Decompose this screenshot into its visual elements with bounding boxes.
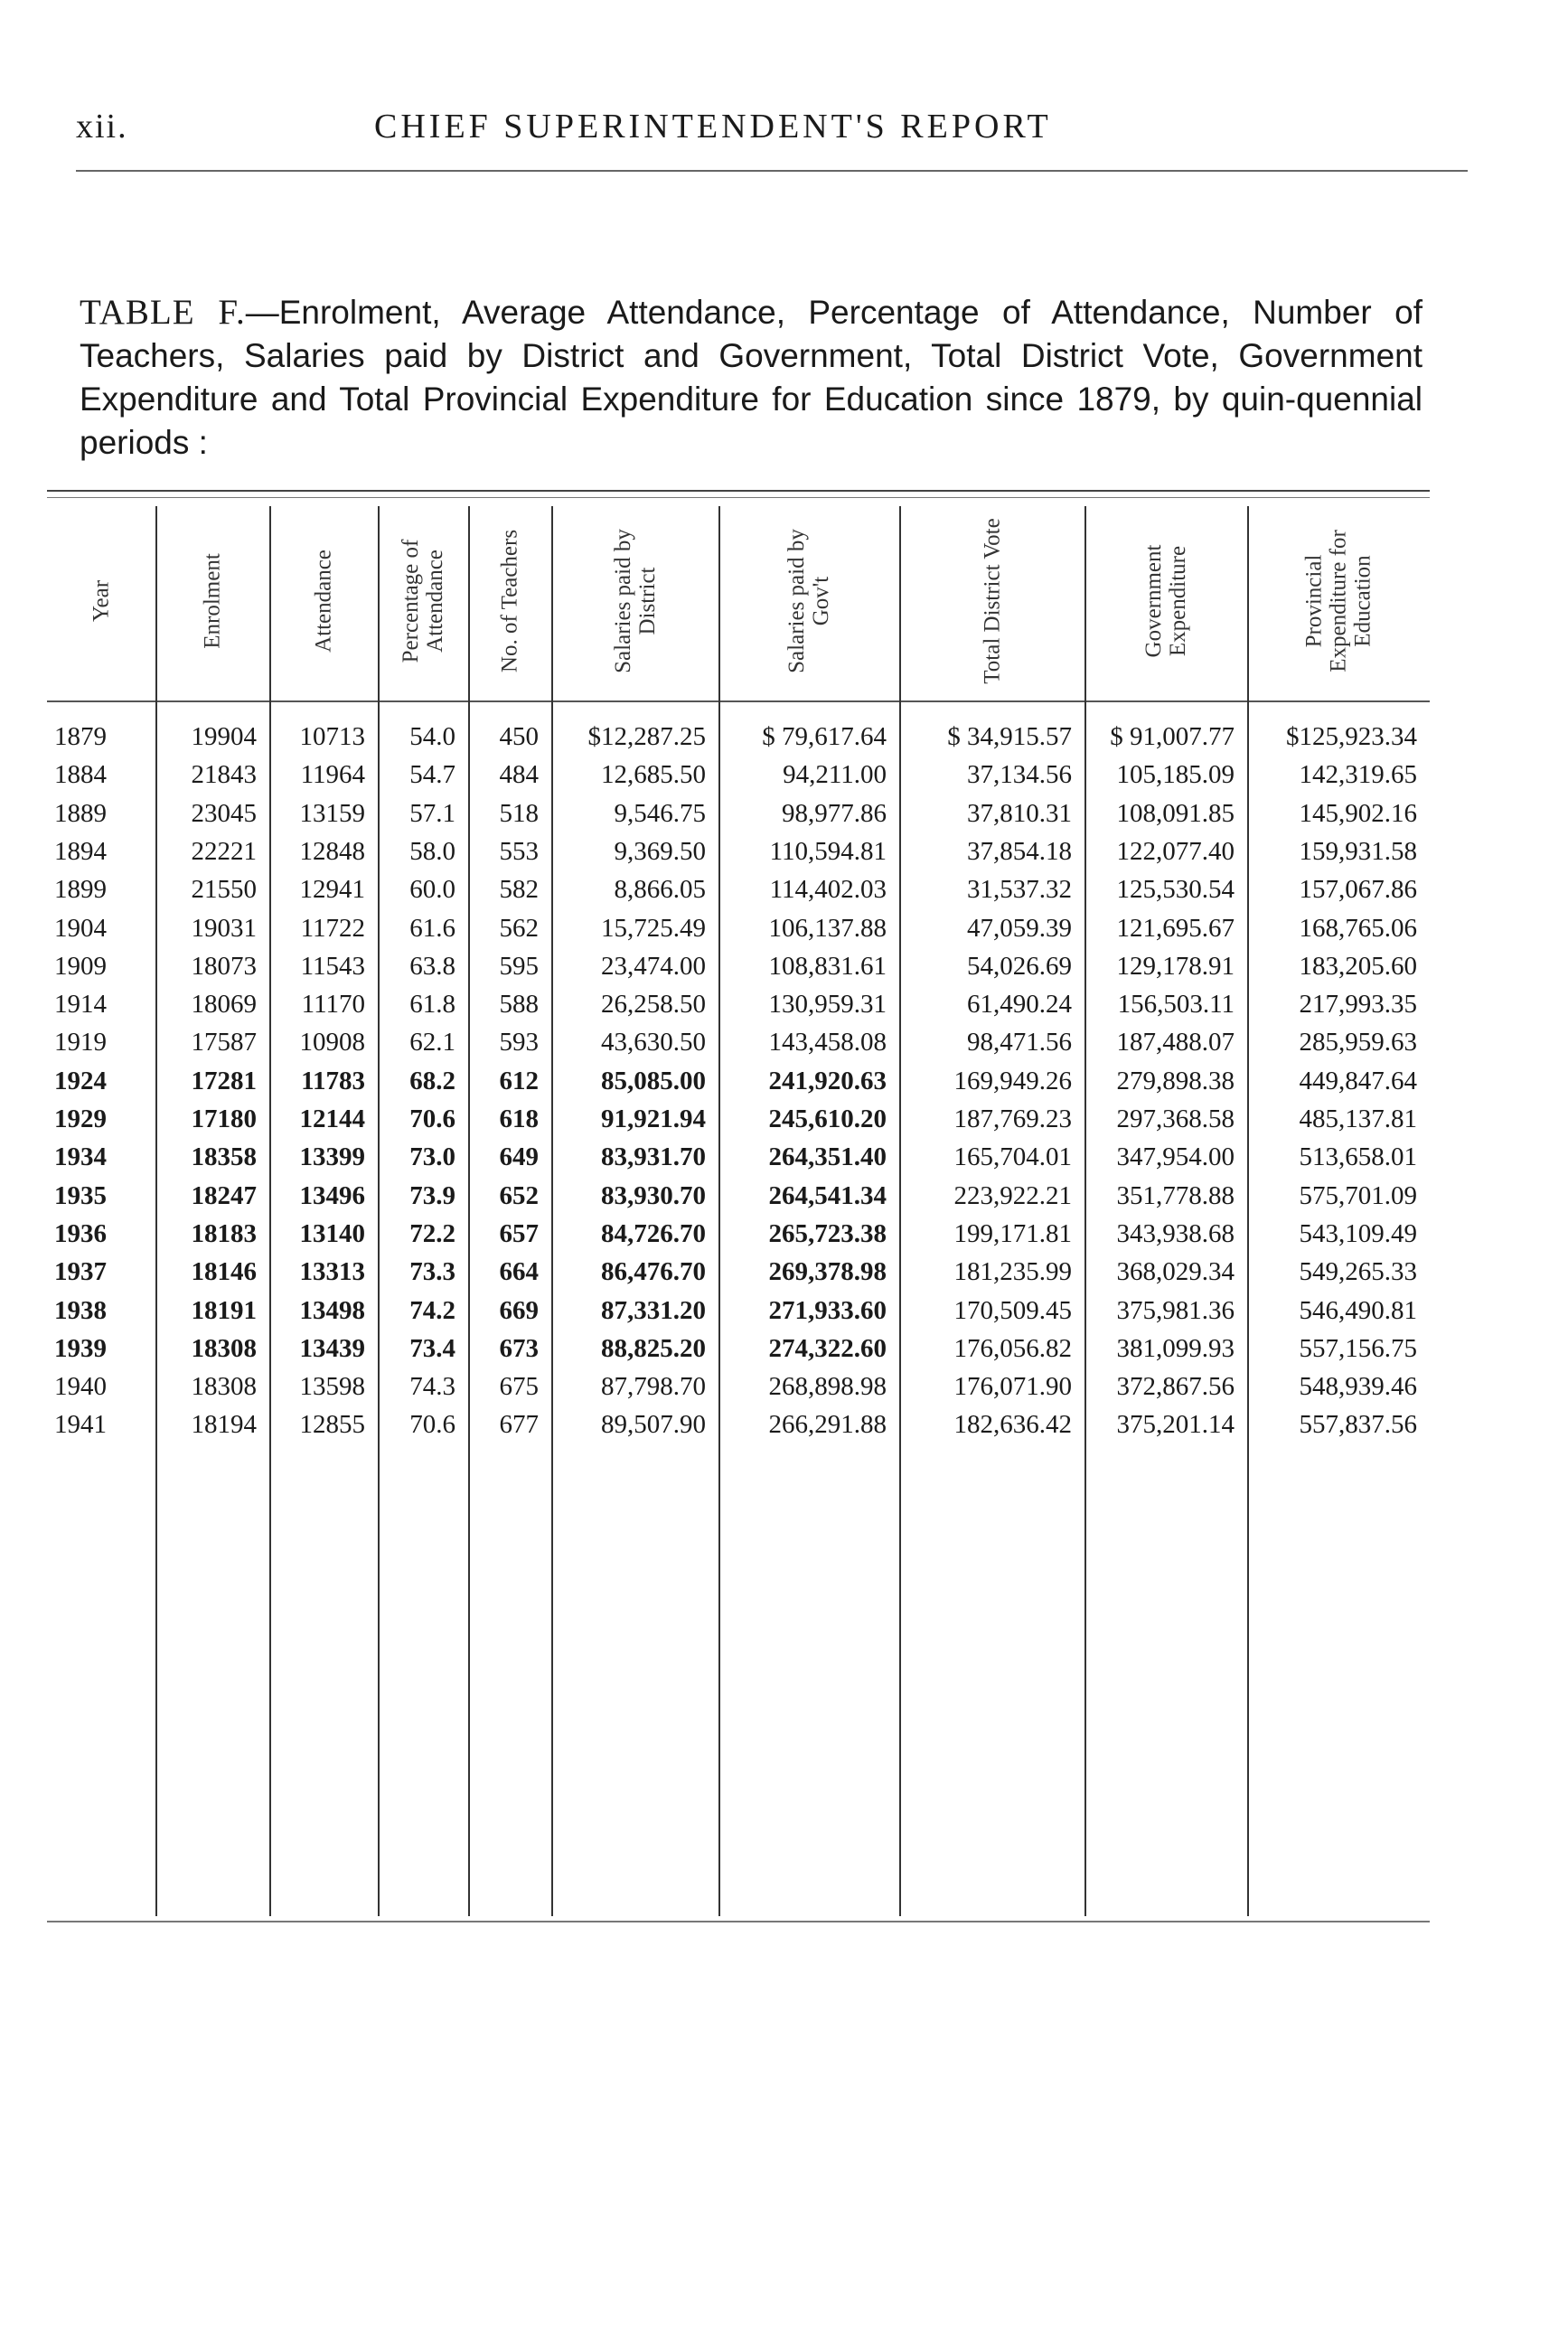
table-cell: 142,319.65 <box>1299 760 1417 790</box>
table-cell: 11964 <box>300 760 365 790</box>
table-caption <box>80 291 1422 465</box>
table-bottom-rule <box>47 1921 1430 1922</box>
table-cell: 10908 <box>299 1028 365 1058</box>
table-cell: 183,205.60 <box>1299 951 1417 981</box>
table-cell: 54.7 <box>409 760 455 790</box>
table-cell: 61.8 <box>409 990 455 1020</box>
table-cell: 297,368.58 <box>1116 1104 1235 1133</box>
table-cell: 199,171.81 <box>953 1218 1072 1248</box>
table-cell: 18358 <box>191 1142 257 1172</box>
table-cell: 37,134.56 <box>967 760 1072 790</box>
page-header <box>76 107 1468 170</box>
table-cell: 13159 <box>299 798 365 828</box>
table-cell: 18194 <box>191 1410 257 1440</box>
column-header <box>269 506 378 696</box>
table-cell: 269,378.98 <box>768 1257 887 1287</box>
table-cell: 595 <box>499 951 539 981</box>
table-cell: 84,726.70 <box>601 1218 706 1248</box>
table-cell: 13313 <box>299 1257 365 1287</box>
year-cell: 1899 <box>54 875 107 905</box>
table-cell: 165,704.01 <box>953 1142 1072 1172</box>
table-cell: 347,954.00 <box>1116 1142 1235 1172</box>
table-cell: 73.9 <box>409 1180 455 1210</box>
table-cell: 37,854.18 <box>967 836 1072 866</box>
table-header-rule <box>47 700 1430 702</box>
table-cell: 13439 <box>299 1333 365 1363</box>
table-cell: 9,369.50 <box>614 836 706 866</box>
table-cell: 266,291.88 <box>768 1410 887 1440</box>
column-header-label: Enrolment <box>200 553 225 649</box>
year-cell: 1941 <box>54 1410 107 1440</box>
year-cell: 1936 <box>54 1218 107 1248</box>
table-cell: 649 <box>499 1142 539 1172</box>
table-cell: 9,546.75 <box>614 798 706 828</box>
table-cell: 60.0 <box>409 875 455 905</box>
table-cell: 87,331.20 <box>601 1295 706 1325</box>
table-cell: 17180 <box>191 1104 257 1133</box>
table-cell: 12144 <box>299 1104 365 1133</box>
table-cell: 548,939.46 <box>1299 1372 1417 1402</box>
table-cell: 13498 <box>299 1295 365 1325</box>
table-cell: 485,137.81 <box>1299 1104 1417 1133</box>
year-cell: 1904 <box>54 913 107 943</box>
table-cell: 176,071.90 <box>953 1372 1072 1402</box>
year-cell: 1909 <box>54 951 107 981</box>
table-cell: 274,322.60 <box>768 1333 887 1363</box>
table-cell: 125,530.54 <box>1116 875 1235 905</box>
table-cell: 669 <box>499 1295 539 1325</box>
table-cell: 18191 <box>191 1295 257 1325</box>
table-cell: 122,077.40 <box>1116 836 1235 866</box>
table-cell: 375,981.36 <box>1116 1295 1235 1325</box>
table-cell: 130,959.31 <box>768 990 887 1020</box>
column-header <box>899 506 1084 696</box>
table-cell: 19904 <box>191 722 257 751</box>
table-cell: 187,488.07 <box>1116 1028 1235 1058</box>
table-cell: 74.2 <box>409 1295 455 1325</box>
column-header <box>47 506 155 696</box>
column-header-label: Salaries paid by Gov't <box>784 529 833 673</box>
table-cell: 13598 <box>299 1372 365 1402</box>
column-header-label: Government Expenditure <box>1141 544 1190 658</box>
year-cell: 1919 <box>54 1028 107 1058</box>
table-cell: 582 <box>499 875 539 905</box>
table-cell: 12848 <box>299 836 365 866</box>
table-cell: 11543 <box>300 951 365 981</box>
table-cell: 70.6 <box>409 1410 455 1440</box>
table-cell: 8,866.05 <box>614 875 706 905</box>
table-cell: 47,059.39 <box>967 913 1072 943</box>
table-cell: 91,921.94 <box>601 1104 706 1133</box>
year-cell: 1934 <box>54 1142 107 1172</box>
table-cell: 54,026.69 <box>967 951 1072 981</box>
table-cell: 557,837.56 <box>1299 1410 1417 1440</box>
table-cell: 105,185.09 <box>1116 760 1235 790</box>
table-top-rule <box>47 490 1430 492</box>
table-cell: 58.0 <box>409 836 455 866</box>
table-cell: 562 <box>499 913 539 943</box>
table-cell: 450 <box>499 722 539 751</box>
table-cell: 18247 <box>191 1180 257 1210</box>
table-cell: 13399 <box>299 1142 365 1172</box>
table-cell: 54.0 <box>409 722 455 751</box>
table-cell: 546,490.81 <box>1299 1295 1417 1325</box>
table-cell: 18073 <box>191 951 257 981</box>
table-cell: 106,137.88 <box>768 913 887 943</box>
table-cell: 156,503.11 <box>1117 990 1235 1020</box>
column-header <box>551 506 718 696</box>
table-cell: 85,085.00 <box>601 1066 706 1095</box>
table-cell: 372,867.56 <box>1116 1372 1235 1402</box>
table-cell: 241,920.63 <box>768 1066 887 1095</box>
table-cell: 73.3 <box>409 1257 455 1287</box>
year-cell: 1889 <box>54 798 107 828</box>
table-cell: 17281 <box>191 1066 257 1095</box>
table-cell: 176,056.82 <box>953 1333 1072 1363</box>
year-cell: 1884 <box>54 760 107 790</box>
table-cell: 13496 <box>299 1180 365 1210</box>
table-cell: 89,507.90 <box>601 1410 706 1440</box>
table-cell: 94,211.00 <box>783 760 887 790</box>
table-cell: 187,769.23 <box>953 1104 1072 1133</box>
column-header <box>468 506 551 696</box>
table-caption-lead: TABLE F. <box>80 293 246 332</box>
table-cell: 13140 <box>299 1218 365 1248</box>
table-cell: 18308 <box>191 1333 257 1363</box>
column-header-label: Year <box>89 579 114 623</box>
table-cell: 62.1 <box>409 1028 455 1058</box>
year-cell: 1937 <box>54 1257 107 1287</box>
year-cell: 1939 <box>54 1333 107 1363</box>
table-cell: 83,930.70 <box>601 1180 706 1210</box>
table-cell: 518 <box>499 798 539 828</box>
table-cell: 677 <box>499 1410 539 1440</box>
table-cell: 22221 <box>191 836 257 866</box>
table-cell: 264,351.40 <box>768 1142 887 1172</box>
table-cell: 74.3 <box>409 1372 455 1402</box>
table-cell: 73.0 <box>409 1142 455 1172</box>
table-cell: 37,810.31 <box>967 798 1072 828</box>
year-cell: 1935 <box>54 1180 107 1210</box>
table-cell: $125,923.34 <box>1286 722 1417 751</box>
table-cell: 18308 <box>191 1372 257 1402</box>
table-cell: 61.6 <box>409 913 455 943</box>
table-cell: 63.8 <box>409 951 455 981</box>
table-cell: 159,931.58 <box>1299 836 1417 866</box>
table-cell: 12,685.50 <box>601 760 706 790</box>
table-cell: 12941 <box>299 875 365 905</box>
column-header-label: Attendance <box>311 550 336 653</box>
running-title: CHIEF SUPERINTENDENT'S REPORT <box>374 108 1052 146</box>
table-cell: 675 <box>499 1372 539 1402</box>
table-cell: 26,258.50 <box>601 990 706 1020</box>
table-cell: 21843 <box>191 760 257 790</box>
table-cell: 543,109.49 <box>1299 1218 1417 1248</box>
table-cell: 18069 <box>191 990 257 1020</box>
table-cell: 10713 <box>299 722 365 751</box>
table-cell: 169,949.26 <box>953 1066 1072 1095</box>
table-cell: 271,933.60 <box>768 1295 887 1325</box>
table-cell: 83,931.70 <box>601 1142 706 1172</box>
table-cell: 588 <box>499 990 539 1020</box>
column-header <box>1084 506 1247 696</box>
table-cell: 368,029.34 <box>1116 1257 1235 1287</box>
table-cell: 157,067.86 <box>1299 875 1417 905</box>
table-cell: $ 91,007.77 <box>1110 722 1235 751</box>
column-header-label: No. of Teachers <box>497 529 522 673</box>
table-cell: 98,977.86 <box>782 798 887 828</box>
table-cell: 31,537.32 <box>967 875 1072 905</box>
page-number: xii. <box>76 108 128 146</box>
table-cell: 17587 <box>191 1028 257 1058</box>
table-cell: 68.2 <box>409 1066 455 1095</box>
table-cell: 88,825.20 <box>601 1333 706 1363</box>
table-cell: 657 <box>499 1218 539 1248</box>
table-cell: 513,658.01 <box>1299 1142 1417 1172</box>
table-cell: 268,898.98 <box>768 1372 887 1402</box>
table-cell: 114,402.03 <box>769 875 887 905</box>
column-header <box>1247 506 1430 696</box>
table-cell: 343,938.68 <box>1116 1218 1235 1248</box>
table-cell: 73.4 <box>409 1333 455 1363</box>
table-cell: 181,235.99 <box>953 1257 1072 1287</box>
table-cell: 673 <box>499 1333 539 1363</box>
table-cell: $12,287.25 <box>587 722 706 751</box>
table-cell: 245,610.20 <box>768 1104 887 1133</box>
table-cell: 182,636.42 <box>953 1410 1072 1440</box>
table-cell: 121,695.67 <box>1116 913 1235 943</box>
year-cell: 1924 <box>54 1066 107 1095</box>
table-cell: 12855 <box>299 1410 365 1440</box>
table-cell: 21550 <box>191 875 257 905</box>
table-cell: 549,265.33 <box>1299 1257 1417 1287</box>
table-cell: 449,847.64 <box>1299 1066 1417 1095</box>
table-cell: 11722 <box>300 913 365 943</box>
table-cell: 15,725.49 <box>601 913 706 943</box>
table-cell: 612 <box>499 1066 539 1095</box>
table-cell: 265,723.38 <box>768 1218 887 1248</box>
table-cell: 575,701.09 <box>1299 1180 1417 1210</box>
table-cell: 98,471.56 <box>967 1028 1072 1058</box>
year-cell: 1938 <box>54 1295 107 1325</box>
year-cell: 1914 <box>54 990 107 1020</box>
table-cell: 86,476.70 <box>601 1257 706 1287</box>
table-cell: 217,993.35 <box>1299 990 1417 1020</box>
table-cell: 285,959.63 <box>1299 1028 1417 1058</box>
table-cell: 11170 <box>301 990 365 1020</box>
table-cell: 61,490.24 <box>967 990 1072 1020</box>
table-cell: 223,922.21 <box>953 1180 1072 1210</box>
table-cell: 593 <box>499 1028 539 1058</box>
year-cell: 1879 <box>54 722 107 751</box>
column-header <box>378 506 468 696</box>
table-cell: 18183 <box>191 1218 257 1248</box>
table-cell: 279,898.38 <box>1116 1066 1235 1095</box>
table-cell: $ 34,915.57 <box>947 722 1072 751</box>
table-cell: 143,458.08 <box>768 1028 887 1058</box>
table-cell: 375,201.14 <box>1116 1410 1235 1440</box>
table-caption-body: —Enrolment, Average Attendance, Percentage of Attendance, Number of Teachers, Salaries paid by District and Government, Total District Vote, Government Expenditure and Total Provincial Expenditure for Education since 1879, by quin-quennial periods : <box>80 294 1422 461</box>
table-cell: 168,765.06 <box>1299 913 1417 943</box>
table-cell: 11783 <box>301 1066 365 1095</box>
table-cell: 19031 <box>191 913 257 943</box>
table-cell: 108,831.61 <box>768 951 887 981</box>
table-cell: 57.1 <box>409 798 455 828</box>
table-cell: 557,156.75 <box>1299 1333 1417 1363</box>
column-header-label: Provincial Expenditure for Education <box>1301 530 1376 672</box>
table-cell: 170,509.45 <box>953 1295 1072 1325</box>
table-cell: 553 <box>499 836 539 866</box>
table-cell: 70.6 <box>409 1104 455 1133</box>
table-cell: 484 <box>499 760 539 790</box>
table-cell: 145,902.16 <box>1299 798 1417 828</box>
table-cell: $ 79,617.64 <box>762 722 887 751</box>
table-cell: 43,630.50 <box>601 1028 706 1058</box>
column-header-label: Total District Vote <box>980 518 1004 684</box>
header-rule <box>76 170 1468 172</box>
table-cell: 652 <box>499 1180 539 1210</box>
table-cell: 87,798.70 <box>601 1372 706 1402</box>
column-header-label: Salaries paid by District <box>610 529 660 673</box>
table-cell: 108,091.85 <box>1116 798 1235 828</box>
table-cell: 129,178.91 <box>1116 951 1235 981</box>
table-cell: 664 <box>499 1257 539 1287</box>
table-cell: 110,594.81 <box>769 836 887 866</box>
table-cell: 23,474.00 <box>601 951 706 981</box>
table-cell: 351,778.88 <box>1116 1180 1235 1210</box>
table-cell: 18146 <box>191 1257 257 1287</box>
year-cell: 1940 <box>54 1372 107 1402</box>
year-cell: 1894 <box>54 836 107 866</box>
year-cell: 1929 <box>54 1104 107 1133</box>
table-cell: 381,099.93 <box>1116 1333 1235 1363</box>
column-header <box>155 506 269 696</box>
column-header <box>718 506 899 696</box>
table-top-rule-inner <box>47 497 1430 498</box>
table-cell: 264,541.34 <box>768 1180 887 1210</box>
table-cell: 72.2 <box>409 1218 455 1248</box>
table-cell: 618 <box>499 1104 539 1133</box>
column-header-label: Percentage of Attendance <box>399 539 447 663</box>
table-cell: 23045 <box>191 798 257 828</box>
